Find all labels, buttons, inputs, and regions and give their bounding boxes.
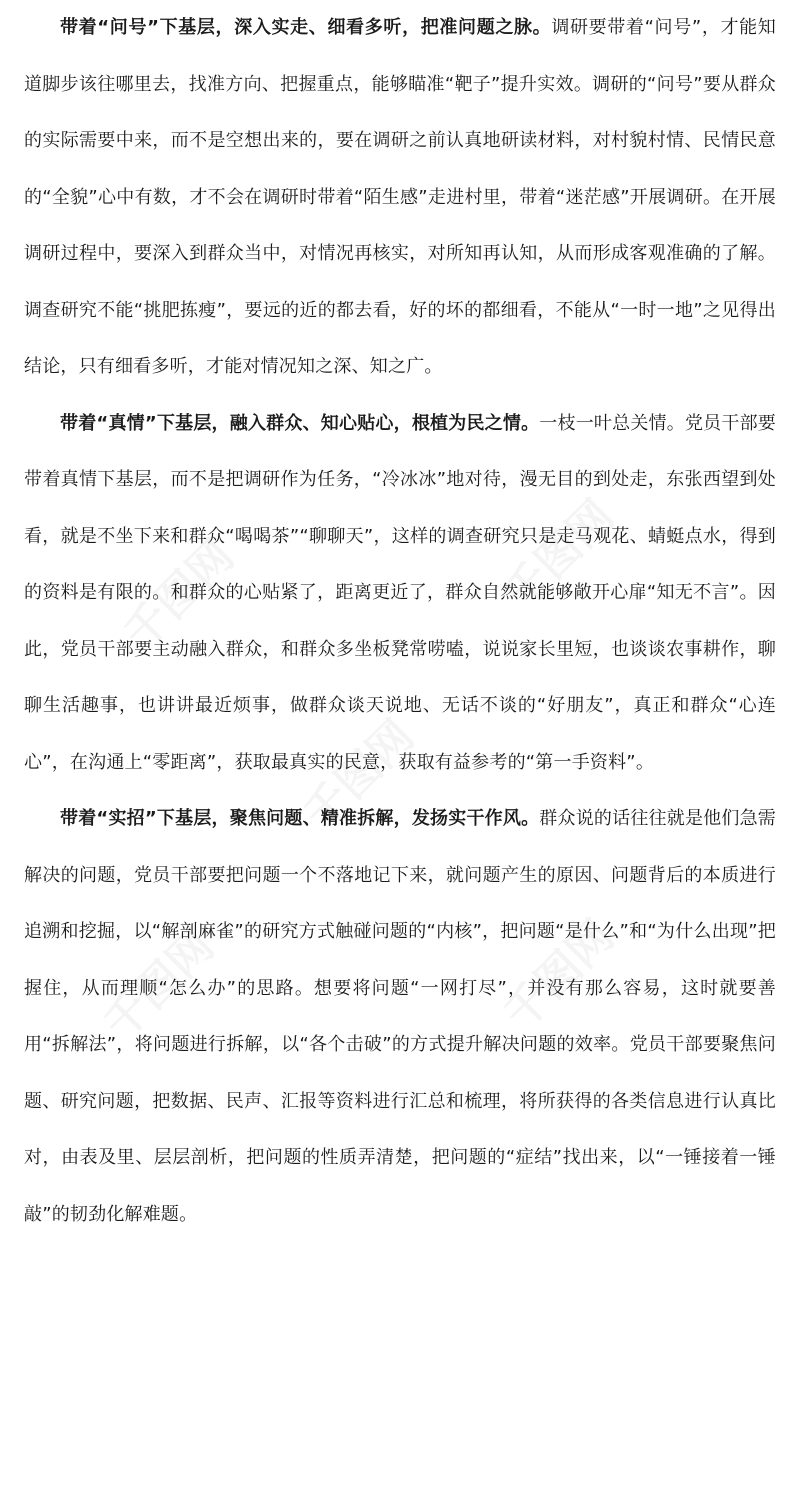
document-body — [24, 0, 776, 1243]
paragraph-2 — [24, 396, 776, 792]
paragraph-3-lead: 带着“实招”下基层，聚焦问题、精准拆解，发扬实干作风。 — [60, 808, 540, 829]
paragraph-1-lead: 带着“问号”下基层，深入实走、细看多听，把准问题之脉。 — [60, 17, 552, 38]
paragraph-1-body: 调研要带着“问号”，才能知道脚步该往哪里去，找准方向、把握重点，能够瞄准“靶子”提升实效。调研的“问号”要从群众的实际需要中来，而不是空想出来的，要在调研之前认真地研读材料，对村貌村情、民情民意的“全貌”心中有数，才不会在调研时带着“陌生感”走进村里，带着“迷茫感”开展调研。在开展调研过程中，要深入到群众当中，对情况再核实，对所知再认知，从而形成客观准确的了解。调查研究不能“挑肥拣瘦”，要远的近的都去看，好的坏的都细看，不能从“一时一地”之见得出结论，只有细看多听，才能对情况知之深、知之广。 — [24, 17, 777, 377]
paragraph-3-body: 群众说的话往往就是他们急需解决的问题，党员干部要把问题一个不落地记下来，就问题产生的原因、问题背后的本质进行追溯和挖掘，以“解剖麻雀”的研究方式触碰问题的“内核”，把问题“是什么”和“为什么出现”把握住，从而理顺“怎么办”的思路。想要将问题“一网打尽”，并没有那么容易，这时就要善用“拆解法”，将问题进行拆解，以“各个击破”的方式提升解决问题的效率。党员干部要聚焦问题、研究问题，把数据、民声、汇报等资料进行汇总和梳理，将所获得的各类信息进行认真比对，由表及里、层层剖析，把问题的性质弄清楚，把问题的“症结”找出来，以“一锤接着一锤敲”的韧劲化解难题。 — [24, 808, 776, 1225]
paragraph-1 — [24, 0, 776, 396]
paragraph-3 — [24, 791, 776, 1243]
paragraph-2-lead: 带着“真情”下基层，融入群众、知心贴心，根植为民之情。 — [60, 412, 540, 434]
paragraph-2-body: 一枝一叶总关情。党员干部要带着真情下基层，而不是把调研作为任务，“冷冰冰”地对待，漫无目的到处走，东张西望到处看，就是不坐下来和群众“喝喝茶”“聊聊天”，这样的调查研究只是走马观花、蜻蜓点水，得到的资料是有限的。和群众的心贴紧了，距离更近了，群众自然就能够敞开心扉“知无不言”。因此，党员干部要主动融入群众，和群众多坐板凳常唠嗑，说说家长里短，也谈谈农事耕作，聊聊生活趣事，也讲讲最近烦事，做群众谈天说地、无话不谈的“好朋友”，真正和群众“心连心”，在沟通上“零距离”，获取最真实的民意，获取有益参考的“第一手资料”。 — [24, 412, 776, 773]
